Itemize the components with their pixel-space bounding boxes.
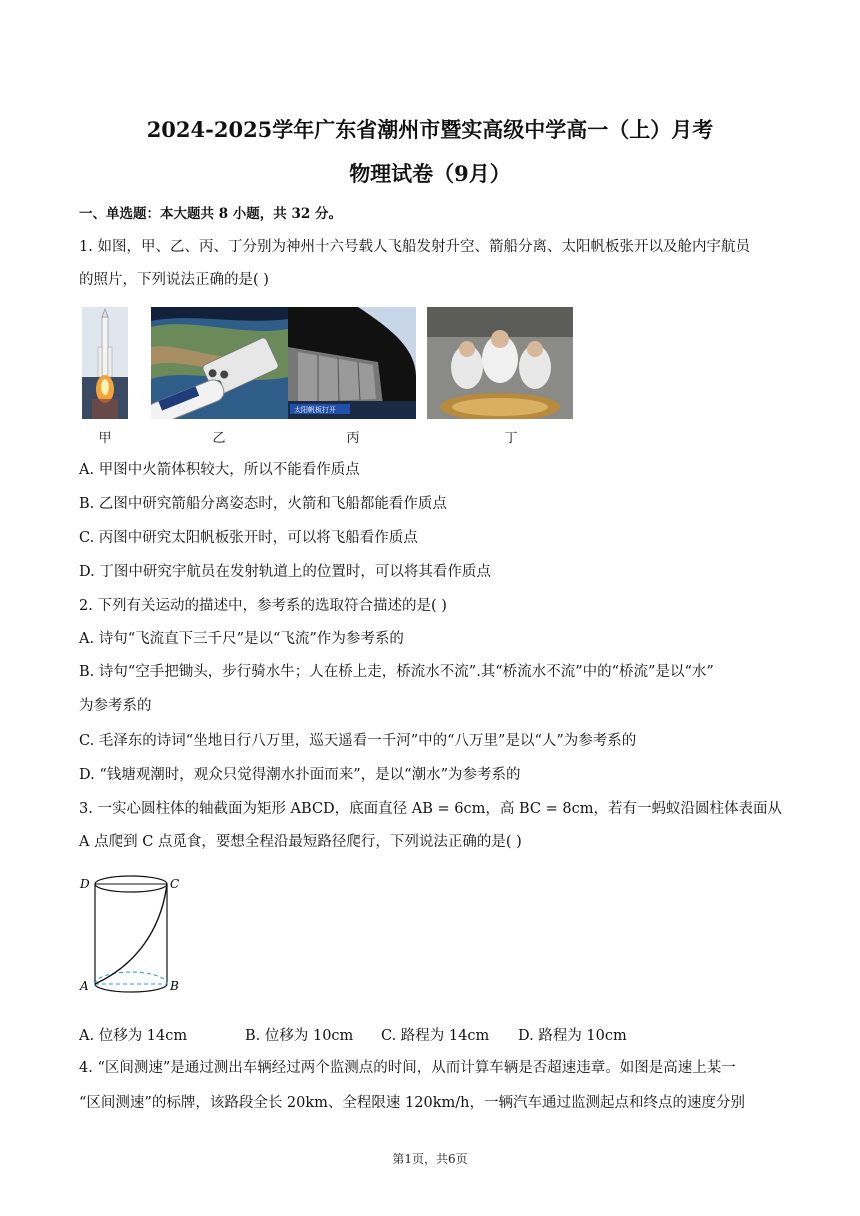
rocket-icon [82,307,128,419]
q2-option-a: A. 诗句“飞流直下三千尺”是以“飞流”作为参考系的 [79,631,404,647]
q1-option-c: C. 丙图中研究太阳帆板张开时，可以将飞船看作质点 [79,530,418,546]
label-b: B [170,979,179,993]
label-c: C [170,877,180,891]
q4-stem-line2: “区间测速”的标牌，该路段全长 20km、全程限速 120km/h，一辆汽车通过监测起点和终点的速度分别 [79,1095,745,1111]
rocket-launch-photo [82,307,128,419]
label-d: D [80,877,90,891]
solar-panel-photo [288,307,416,419]
caption-bing: 丙 [346,431,360,446]
q2-option-c: C. 毛泽东的诗词“坐地日行八万里，巡天遥看一千河”中的“八万里”是以“人”为参考系的 [79,733,637,749]
q3-option-a: A. 位移为 14cm [79,1028,188,1044]
q1-option-b: B. 乙图中研究箭船分离姿态时，火箭和飞船都能看作质点 [79,496,447,512]
separation-photo [151,307,288,419]
q1-option-a: A. 甲图中火箭体积较大，所以不能看作质点 [79,462,360,478]
q4-stem-line1: 4. “区间测速”是通过测出车辆经过两个监测点的时间，从而计算车辆是否超速违章。如图是高速上某一 [79,1060,736,1076]
q1-stem-line1: 1. 如图，甲、乙、丙、丁分别为神州十六号载人飞船发射升空、箭船分离、太阳帆板张开以及舱内宇航员 [79,239,750,255]
solar-panel-icon [288,307,416,419]
label-a: A [80,979,89,993]
q3-option-b: B. 位移为 10cm [245,1028,354,1044]
q1-option-d: D. 丁图中研究宇航员在发射轨道上的位置时，可以将其看作质点 [79,564,491,580]
q1-photo-group [79,307,579,447]
astronaut-icon [427,307,573,419]
page-footer: 第1页，共6页 [392,1152,468,1166]
exam-title-line1: 2024-2025学年广东省潮州市暨实高级中学高一（上）月考 [146,117,714,142]
astronaut-photo [427,307,573,419]
solar-panel-label: 太阳帆板打开 [294,406,336,414]
cylinder-diagram [76,870,186,1000]
cylinder-figure [76,870,186,1004]
q3-option-c: C. 路程为 14cm [381,1028,490,1044]
q2-option-d: D. “钱塘观潮时，观众只觉得潮水扑面而来”，是以“潮水”为参考系的 [79,767,521,783]
caption-jia: 甲 [98,431,112,446]
caption-yi: 乙 [212,431,226,446]
q2-option-b: B. 诗句“空手把锄头，步行骑水牛；人在桥上走，桥流水不流”.其“桥流水不流”中的“桥流”是以“水” [79,664,714,680]
q2-option-b-cont: 为参考系的 [79,698,152,714]
q3-stem-line2: A 点爬到 C 点觅食，要想全程沿最短路径爬行，下列说法正确的是( ) [79,834,522,850]
q1-stem-line2: 的照片，下列说法正确的是( ) [79,272,269,288]
q3-stem-line1: 3. 一实心圆柱体的轴截面为矩形 ABCD，底面直径 AB = 6cm，高 BC = 8cm，若有一蚂蚁沿圆柱体表面从 [79,801,782,817]
section-heading: 一、单选题：本大题共 8 小题，共 32 分。 [79,206,342,222]
q3-option-d: D. 路程为 10cm [518,1028,627,1044]
q2-stem: 2. 下列有关运动的描述中，参考系的选取符合描述的是( ) [79,598,447,614]
caption-ding: 丁 [504,431,518,446]
spacecraft-icon [151,307,288,419]
exam-title-line2: 物理试卷（9月） [349,161,511,186]
